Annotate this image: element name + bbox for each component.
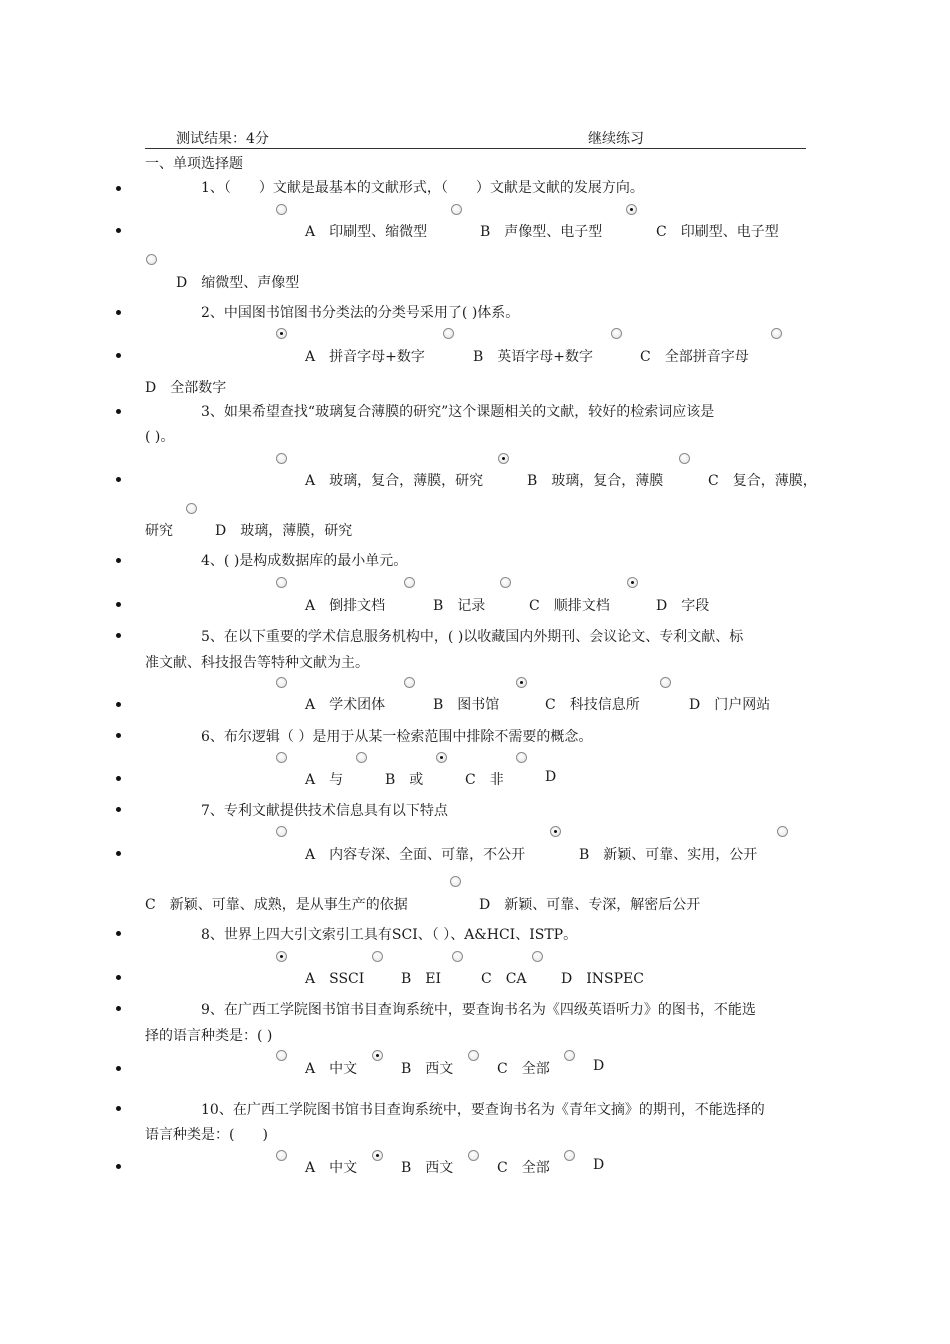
q2-option-b-radio[interactable] <box>443 328 454 339</box>
test-result-label: 测试结果：4分 <box>176 131 269 147</box>
q3-option-b-radio[interactable] <box>498 453 509 464</box>
q2-option-d-label: D 全部数字 <box>145 380 227 396</box>
question-3-stem-line1: 3、如果希望查找“玻璃复合薄膜的研究”这个课题相关的文献，较好的检索词应该是 <box>201 404 715 420</box>
q1-option-d-label: D 缩微型、声像型 <box>176 275 300 291</box>
q6-option-c-label: C 非 <box>465 772 504 788</box>
q7-option-d-radio[interactable] <box>450 876 461 887</box>
q8-option-c-label: C CA <box>481 971 527 987</box>
q4-option-c-radio[interactable] <box>500 577 511 588</box>
q7-option-a-label: A 内容专深、全面、可靠，不公开 <box>305 847 526 863</box>
question-2-stem: 2、中国图书馆图书分类法的分类号采用了( )体系。 <box>201 305 520 321</box>
q10-option-c-label: C 全部 <box>497 1160 550 1176</box>
q6-option-b-radio[interactable] <box>356 752 367 763</box>
q1-option-c-label: C 印刷型、电子型 <box>656 224 779 240</box>
list-bullet <box>116 1066 121 1071</box>
question-6-stem: 6、布尔逻辑（ ）是用于从某一检索范围中排除不需要的概念。 <box>201 729 593 745</box>
q10-option-a-radio[interactable] <box>276 1150 287 1161</box>
q9-option-b-label: B 西文 <box>401 1061 454 1077</box>
q10-option-c-radio[interactable] <box>468 1150 479 1161</box>
q3-option-c-radio[interactable] <box>679 453 690 464</box>
question-5-stem-line2: 准文献、科技报告等特种文献为主。 <box>145 655 369 671</box>
list-bullet <box>116 776 121 781</box>
q10-option-b-radio[interactable] <box>372 1150 383 1161</box>
q2-option-c-radio[interactable] <box>611 328 622 339</box>
q4-option-c-label: C 顺排文档 <box>529 598 610 614</box>
header-divider <box>145 148 806 149</box>
list-bullet <box>116 733 121 738</box>
q9-option-a-radio[interactable] <box>276 1050 287 1061</box>
list-bullet <box>116 353 121 358</box>
q5-option-c-radio[interactable] <box>516 677 527 688</box>
q4-option-a-radio[interactable] <box>276 577 287 588</box>
q9-option-d-label: D <box>593 1058 605 1074</box>
list-bullet <box>116 851 121 856</box>
list-bullet <box>116 310 121 315</box>
list-bullet <box>116 702 121 707</box>
q7-option-a-radio[interactable] <box>276 826 287 837</box>
q8-option-d-label: D INSPEC <box>561 971 644 987</box>
q10-option-a-label: A 中文 <box>305 1160 358 1176</box>
q5-option-b-label: B 图书馆 <box>433 697 500 713</box>
q5-option-b-radio[interactable] <box>404 677 415 688</box>
q5-option-a-radio[interactable] <box>276 677 287 688</box>
section-title: 一、单项选择题 <box>145 156 243 172</box>
q7-option-b-radio[interactable] <box>550 826 561 837</box>
q7-option-b-label: B 新颖、可靠、实用，公开 <box>579 847 758 863</box>
q2-option-a-radio[interactable] <box>276 328 287 339</box>
q8-option-c-radio[interactable] <box>452 951 463 962</box>
q1-option-b-radio[interactable] <box>451 204 462 215</box>
q8-option-b-radio[interactable] <box>372 951 383 962</box>
q4-option-b-radio[interactable] <box>404 577 415 588</box>
q6-option-b-label: B 或 <box>385 772 424 788</box>
list-bullet <box>116 1164 121 1169</box>
q9-option-b-radio[interactable] <box>372 1050 383 1061</box>
question-9-stem-line1: 9、在广西工学院图书馆书目查询系统中，要查询书名为《四级英语听力》的图书，不能选 <box>201 1002 756 1018</box>
q3-option-a-label: A 玻璃，复合，薄膜，研究 <box>305 473 484 489</box>
question-4-stem: 4、( )是构成数据库的最小单元。 <box>201 553 408 569</box>
q3-option-d-label: D 玻璃，薄膜，研究 <box>215 523 353 539</box>
list-bullet <box>116 186 121 191</box>
q5-option-a-label: A 学术团体 <box>305 697 386 713</box>
q1-option-a-label: A 印刷型、缩微型 <box>305 224 428 240</box>
q9-option-c-radio[interactable] <box>468 1050 479 1061</box>
q9-option-d-radio[interactable] <box>564 1050 575 1061</box>
q7-option-c-label: C 新颖、可靠、成熟，是从事生产的依据 <box>145 897 408 913</box>
q2-option-b-label: B 英语字母+数字 <box>473 349 594 365</box>
list-bullet <box>116 1106 121 1111</box>
q4-option-a-label: A 倒排文档 <box>305 598 386 614</box>
q1-option-a-radio[interactable] <box>276 204 287 215</box>
list-bullet <box>116 228 121 233</box>
q10-option-d-label: D <box>593 1157 605 1173</box>
question-9-stem-line2: 择的语言种类是：( ) <box>145 1028 273 1044</box>
q3-option-b-label: B 玻璃，复合，薄膜 <box>527 473 664 489</box>
q8-option-b-label: B EI <box>401 971 442 987</box>
question-8-stem: 8、世界上四大引文索引工具有SCI、（ ）、A&HCI、ISTP。 <box>201 927 578 943</box>
q3-option-a-radio[interactable] <box>276 453 287 464</box>
question-10-stem-line2: 语言种类是：( ) <box>145 1127 268 1143</box>
question-5-stem-line1: 5、在以下重要的学术信息服务机构中，( )以收藏国内外期刊、会议论文、专利文献、标 <box>201 629 744 645</box>
q2-option-a-label: A 拼音字母+数字 <box>305 349 425 365</box>
q2-option-c-label: C 全部拼音字母 <box>640 349 749 365</box>
q3-option-c-wrap: 研究 <box>145 523 173 539</box>
q8-option-a-label: A SSCI <box>305 971 365 987</box>
q6-option-a-radio[interactable] <box>276 752 287 763</box>
list-bullet <box>116 633 121 638</box>
list-bullet <box>116 409 121 414</box>
q5-option-d-radio[interactable] <box>660 677 671 688</box>
list-bullet <box>116 558 121 563</box>
question-10-stem-line1: 10、在广西工学院图书馆书目查询系统中，要查询书名为《青年文摘》的期刊，不能选择的 <box>201 1102 765 1118</box>
q8-option-d-radio[interactable] <box>532 951 543 962</box>
question-3-stem-line2: ( )。 <box>145 429 175 445</box>
q4-option-d-radio[interactable] <box>627 577 638 588</box>
list-bullet <box>116 1006 121 1011</box>
q3-option-c-label: C 复合，薄膜， <box>708 473 817 489</box>
q8-option-a-radio[interactable] <box>276 951 287 962</box>
list-bullet <box>116 975 121 980</box>
q4-option-d-label: D 字段 <box>656 598 710 614</box>
q4-option-b-label: B 记录 <box>433 598 486 614</box>
q7-option-d-label: D 新颖、可靠、专深，解密后公开 <box>479 897 701 913</box>
q6-option-a-label: A 与 <box>305 772 344 788</box>
list-bullet <box>116 477 121 482</box>
q1-option-b-label: B 声像型、电子型 <box>480 224 603 240</box>
question-7-stem: 7、专利文献提供技术信息具有以下特点 <box>201 803 448 819</box>
q10-option-b-label: B 西文 <box>401 1160 454 1176</box>
list-bullet <box>116 602 121 607</box>
q5-option-c-label: C 科技信息所 <box>545 697 640 713</box>
q7-option-c-radio[interactable] <box>777 826 788 837</box>
list-bullet <box>116 931 121 936</box>
q3-option-d-radio[interactable] <box>186 503 197 514</box>
list-bullet <box>116 807 121 812</box>
q6-option-c-radio[interactable] <box>436 752 447 763</box>
q2-option-d-radio[interactable] <box>771 328 782 339</box>
q10-option-d-radio[interactable] <box>564 1150 575 1161</box>
q1-option-c-radio[interactable] <box>626 204 637 215</box>
q6-option-d-label: D <box>545 769 557 785</box>
q5-option-d-label: D 门户网站 <box>689 697 771 713</box>
question-1-stem: 1、（ ）文献是最基本的文献形式，（ ）文献是文献的发展方向。 <box>201 180 644 196</box>
q9-option-c-label: C 全部 <box>497 1061 550 1077</box>
continue-practice-link[interactable]: 继续练习 <box>588 131 644 147</box>
q6-option-d-radio[interactable] <box>516 752 527 763</box>
q1-option-d-radio[interactable] <box>146 254 157 265</box>
q9-option-a-label: A 中文 <box>305 1061 358 1077</box>
